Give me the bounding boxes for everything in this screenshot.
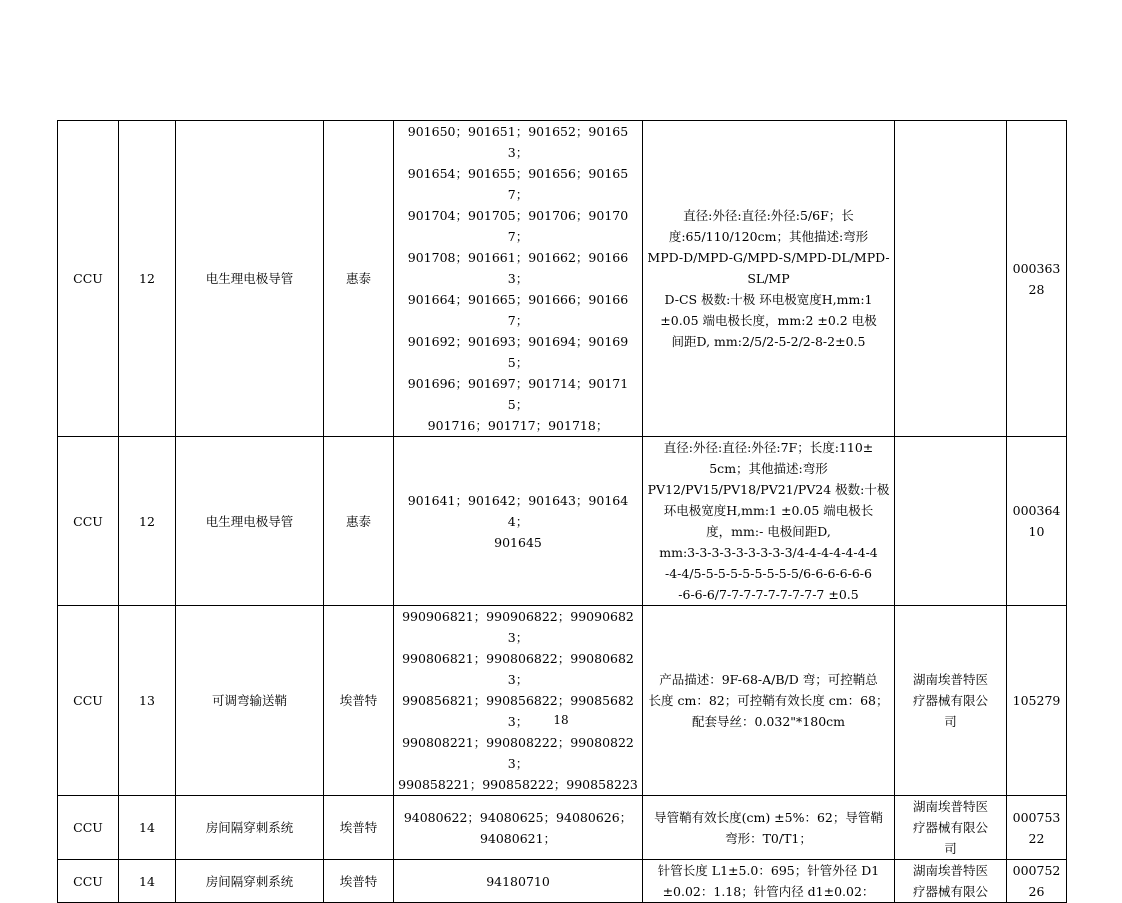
category-cell: CCU (58, 606, 119, 796)
code-cell: 000363 28 (1007, 121, 1067, 437)
product-name-cell: 电生理电极导管 (176, 121, 324, 437)
specification-cell: 直径:外径:直径:外径:7F；长度:110± 5cm；其他描述:弯形 PV12/PV15/PV18/PV21/PV24 极数:十极 环电极宽度H,mm:1 ±0.05 端电极长 度，mm:- 电极间距D, mm:3-3-3-3-3-3-3-3-3/4-4-4-4-4-4-4 -4-4/5-5-5-5-5-5-5-5-5/6-6-6-6-6-6 -6-6-6/7-7-7-7-7-7-7-7-7 ±0.5 (643, 437, 895, 606)
table-row (58, 437, 1067, 606)
number-cell: 12 (119, 121, 176, 437)
category-cell: CCU (58, 796, 119, 860)
table-row (58, 606, 1067, 796)
company-cell (895, 437, 1007, 606)
number-cell: 14 (119, 796, 176, 860)
model-list-cell: 901650；901651；901652；901653； 901654；901655；901656；901657； 901704；901705；901706；901707； 901708；901661；901662；901663； 901664；901665；901666；901667； 901692；901693；901694；901695； 901696；901697；901714；901715； 901716；901717；901718； (394, 121, 643, 437)
company-cell (895, 121, 1007, 437)
category-cell: CCU (58, 121, 119, 437)
code-cell: 000753 22 (1007, 796, 1067, 860)
brand-cell: 惠泰 (324, 437, 394, 606)
company-cell: 湖南埃普特医 疗器械有限公 司 (895, 606, 1007, 796)
table-row (58, 796, 1067, 860)
product-name-cell: 房间隔穿刺系统 (176, 860, 324, 903)
model-list-cell: 94080622；94080625；94080626； 94080621； (394, 796, 643, 860)
brand-cell: 惠泰 (324, 121, 394, 437)
product-name-cell: 电生理电极导管 (176, 437, 324, 606)
code-cell: 000364 10 (1007, 437, 1067, 606)
model-list-cell: 990906821；990906822；990906823； 990806821；990806822；990806823； 990856821；990856822；990856823； 990808221；990808222；990808223； 990858221；990858222；990858223 (394, 606, 643, 796)
brand-cell: 埃普特 (324, 860, 394, 903)
number-cell: 12 (119, 437, 176, 606)
company-cell: 湖南埃普特医 疗器械有限公 (895, 860, 1007, 903)
specification-cell: 针管长度 L1±5.0：695；针管外径 D1 ±0.02：1.18；针管内径 d1±0.02： (643, 860, 895, 903)
product-name-cell: 房间隔穿刺系统 (176, 796, 324, 860)
model-list-cell: 94180710 (394, 860, 643, 903)
model-list-cell: 901641；901642；901643；901644； 901645 (394, 437, 643, 606)
category-cell: CCU (58, 860, 119, 903)
table-row (58, 860, 1067, 903)
specification-cell: 直径:外径:直径:外径:5/6F；长 度:65/110/120cm；其他描述:弯形 MPD-D/MPD-G/MPD-S/MPD-DL/MPD-SL/MP D-CS 极数:十极 环电极宽度H,mm:1 ±0.05 端电极长度，mm:2 ±0.2 电极 间距D, mm:2/5/2-5-2/2-8-2±0.5 (643, 121, 895, 437)
number-cell: 13 (119, 606, 176, 796)
table-row (58, 121, 1067, 437)
brand-cell: 埃普特 (324, 606, 394, 796)
specification-cell: 产品描述：9F-68-A/B/D 弯；可控鞘总 长度 cm：82；可控鞘有效长度 cm：68； 配套导丝：0.032"*180cm (643, 606, 895, 796)
code-cell: 000752 26 (1007, 860, 1067, 903)
number-cell: 14 (119, 860, 176, 903)
brand-cell: 埃普特 (324, 796, 394, 860)
company-cell: 湖南埃普特医 疗器械有限公 司 (895, 796, 1007, 860)
category-cell: CCU (58, 437, 119, 606)
device-table (57, 120, 1067, 903)
specification-cell: 导管鞘有效长度(cm) ±5%：62；导管鞘 弯形：T0/T1； (643, 796, 895, 860)
product-name-cell: 可调弯输送鞘 (176, 606, 324, 796)
page-number: 18 (553, 713, 569, 727)
code-cell: 105279 (1007, 606, 1067, 796)
